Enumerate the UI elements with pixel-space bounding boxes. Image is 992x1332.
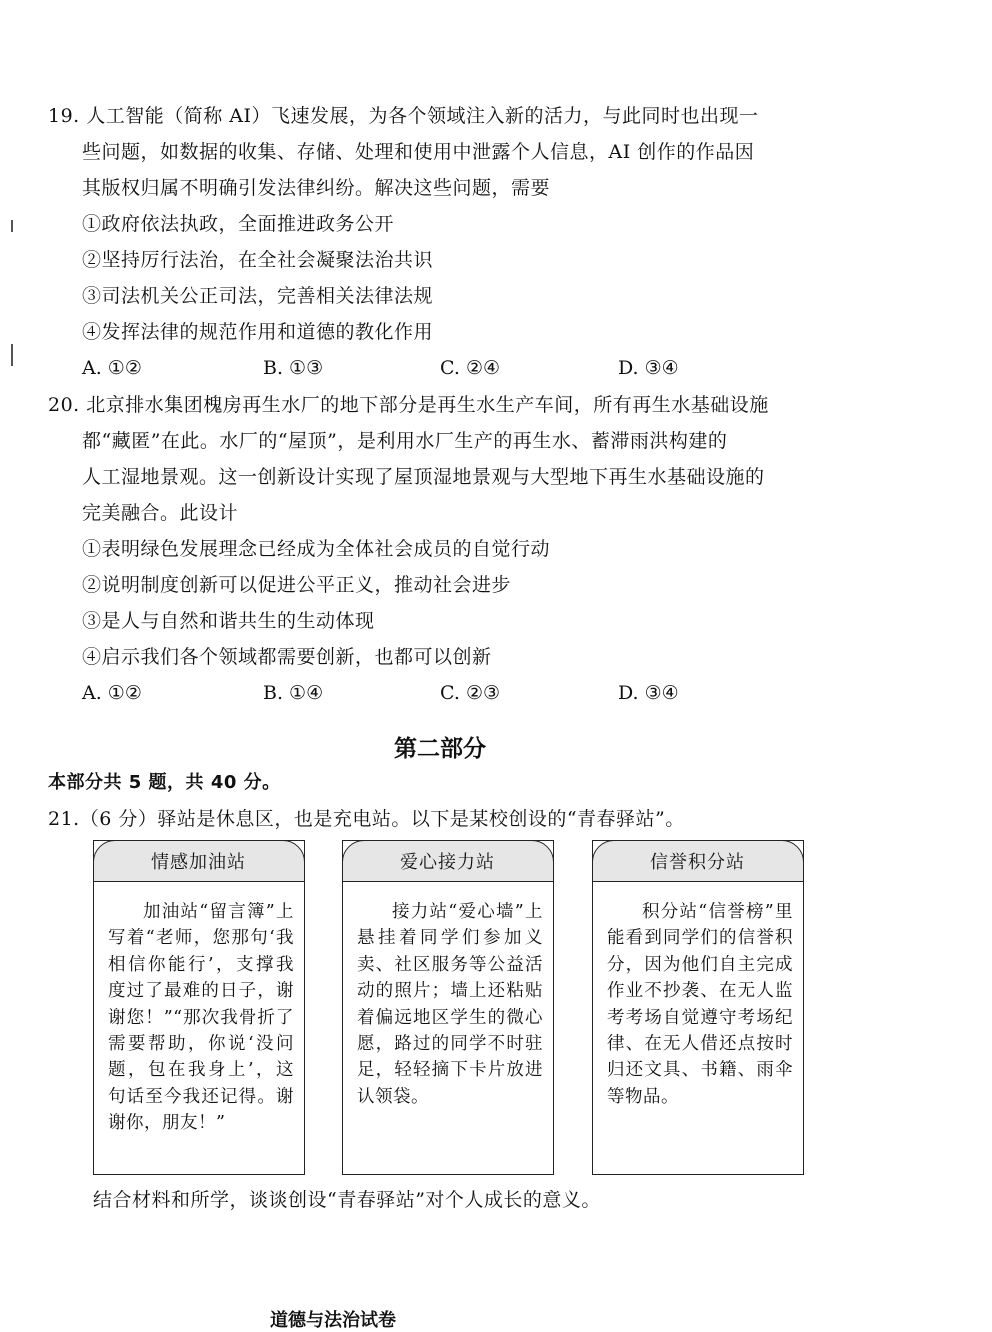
station-card-text bbox=[607, 899, 793, 1110]
q20-statement: ①表明绿色发展理念已经成为全体社会成员的自觉行动 bbox=[82, 538, 551, 560]
q20-stem-line: 完美融合。此设计 bbox=[82, 502, 239, 524]
q20-statement: ④启示我们各个领域都需要创新，也都可以创新 bbox=[82, 646, 492, 668]
page-footer: 道德与法治试卷 bbox=[270, 1310, 396, 1331]
q19-stem-line: 19. 人工智能（简称 AI）飞速发展，为各个领域注入新的活力，与此同时也出现一 bbox=[48, 105, 759, 127]
station-card-text bbox=[357, 899, 543, 1110]
q19-option-d: D. ③④ bbox=[618, 357, 679, 379]
station-card-credit bbox=[592, 840, 804, 1175]
station-card-text bbox=[108, 899, 294, 1137]
q19-option-b: B. ①③ bbox=[263, 357, 324, 379]
q20-statement: ②说明制度创新可以促进公平正义，推动社会进步 bbox=[82, 574, 512, 596]
station-card-paragraph: 积分站“信誉榜”里能看到同学们的信誉积分，因为他们自主完成作业不抄袭、在无人监考考场自觉遵守考场纪律、在无人借还点按时归还文具、书籍、雨伞等物品。 bbox=[607, 902, 793, 1107]
q19-statement: ②坚持厉行法治，在全社会凝聚法治共识 bbox=[82, 249, 434, 271]
section-heading: 第二部分 bbox=[394, 736, 486, 762]
station-card-title: 情感加油站 bbox=[93, 840, 305, 882]
q19-statement: ①政府依法执政，全面推进政务公开 bbox=[82, 213, 395, 235]
q21-stem: 21.（6 分）驿站是休息区，也是充电站。以下是某校创设的“青春驿站”。 bbox=[48, 808, 685, 830]
section-intro: 本部分共 5 题，共 40 分。 bbox=[48, 772, 281, 793]
q20-option-b: B. ①④ bbox=[263, 682, 324, 704]
q19-stem-line: 其版权归属不明确引发法律纠纷。解决这些问题，需要 bbox=[82, 177, 551, 199]
station-card-title: 爱心接力站 bbox=[342, 840, 554, 882]
q20-stem-line: 都“藏匿”在此。水厂的“屋顶”，是利用水厂生产的再生水、蓄滞雨洪构建的 bbox=[82, 430, 728, 452]
q19-statement: ③司法机关公正司法，完善相关法律法规 bbox=[82, 285, 434, 307]
scan-mark bbox=[11, 344, 13, 366]
q20-option-d: D. ③④ bbox=[618, 682, 679, 704]
station-card-paragraph: 接力站“爱心墙”上悬挂着同学们参加义卖、社区服务等公益活动的照片；墙上还粘贴着偏远地区学生的微心愿，路过的同学不时驻足，轻轻摘下卡片放进认领袋。 bbox=[357, 902, 543, 1107]
station-card-love bbox=[342, 840, 554, 1175]
q19-option-a: A. ①② bbox=[82, 357, 142, 379]
q20-stem-line: 20. 北京排水集团槐房再生水厂的地下部分是再生水生产车间，所有再生水基础设施 bbox=[48, 394, 769, 416]
q19-option-c: C. ②④ bbox=[440, 357, 501, 379]
q20-option-c: C. ②③ bbox=[440, 682, 501, 704]
station-card-title: 信誉积分站 bbox=[592, 840, 804, 882]
q19-stem-line: 些问题，如数据的收集、存储、处理和使用中泄露个人信息，AI 创作的作品因 bbox=[82, 141, 755, 163]
q20-statement: ③是人与自然和谐共生的生动体现 bbox=[82, 610, 375, 632]
scan-mark bbox=[11, 220, 13, 232]
q20-option-a: A. ①② bbox=[82, 682, 142, 704]
q20-stem-line: 人工湿地景观。这一创新设计实现了屋顶湿地景观与大型地下再生水基础设施的 bbox=[82, 466, 765, 488]
q21-question: 结合材料和所学，谈谈创设“青春驿站”对个人成长的意义。 bbox=[93, 1189, 601, 1211]
station-card-paragraph: 加油站“留言簿”上写着“老师，您那句‘我相信你能行’，支撑我度过了最难的日子，谢谢您！”“那次我骨折了需要帮助，你说‘没问题，包在我身上’，这句话至今我还记得。谢谢你，朋友！” bbox=[108, 902, 294, 1134]
station-card-emotion bbox=[93, 840, 305, 1175]
q19-statement: ④发挥法律的规范作用和道德的教化作用 bbox=[82, 321, 434, 343]
